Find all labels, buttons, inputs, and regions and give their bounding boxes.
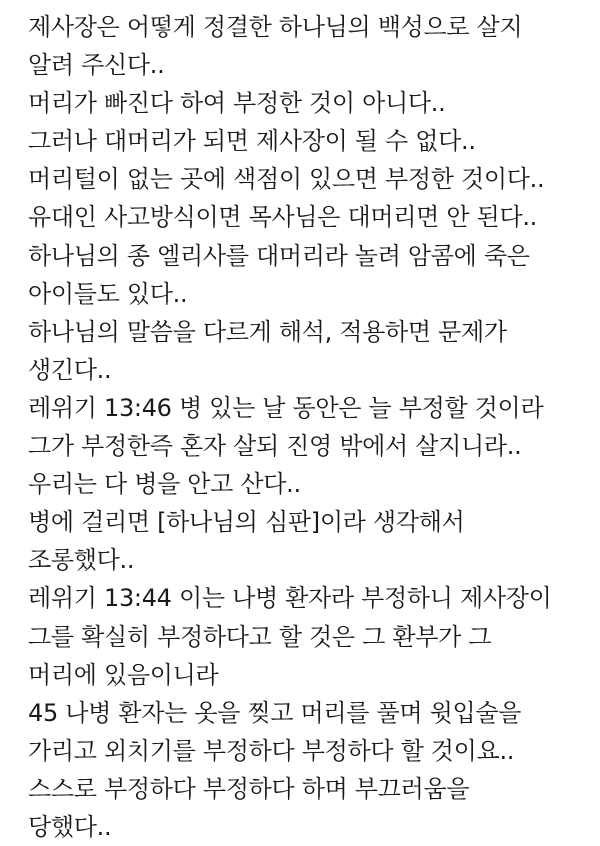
text-line: 알려 주신다.. [28, 51, 165, 80]
text-line: 조롱했다.. [28, 546, 135, 575]
text-line: 머리에 있음이니라 [28, 660, 219, 689]
text-line: 레위기 13:46 병 있는 날 동안은 늘 부정할 것이라 [28, 393, 544, 422]
text-line: 스스로 부정하다 부정하다 하며 부끄러움을 [28, 774, 470, 803]
text-line: 그러나 대머리가 되면 제사장이 될 수 없다.. [28, 127, 476, 156]
text-line: 병에 걸리면 [하나님의 심판]이라 생각해서 [28, 508, 465, 537]
text-line: 레위기 13:44 이는 나병 환자라 부정하니 제사장이 [28, 584, 552, 613]
text-line: 그를 확실히 부정하다고 할 것은 그 환부가 그 [28, 622, 492, 651]
text-line: 생긴다.. [28, 355, 112, 384]
text-line: 우리는 다 병을 안고 산다.. [28, 470, 301, 499]
text-line: 그가 부정한즉 혼자 살되 진영 밖에서 살지니라.. [28, 432, 522, 461]
text-line: 45 나병 환자는 옷을 찢고 머리를 풀며 윗입술을 [28, 698, 522, 727]
text-line: 유대인 사고방식이면 목사님은 대머리면 안 된다.. [28, 203, 537, 232]
text-line: 가리고 외치기를 부정하다 부정하다 할 것이요.. [28, 736, 515, 765]
text-line: 하나님의 종 엘리사를 대머리라 놀려 암콤에 죽은 [28, 241, 530, 270]
text-line: 머리가 빠진다 하여 부정한 것이 아니다.. [28, 89, 446, 118]
text-line: 머리털이 없는 곳에 색점이 있으면 부정한 것이다.. [28, 165, 545, 194]
text-line: 아이들도 있다.. [28, 279, 188, 308]
text-line: 하나님의 말씀을 다르게 해석, 적용하면 문제가 [28, 317, 507, 346]
sermon-text-block [28, 8, 596, 846]
text-line: 제사장은 어떻게 정결한 하나님의 백성으로 살지 [28, 13, 523, 41]
text-line: 당했다.. [28, 812, 112, 841]
